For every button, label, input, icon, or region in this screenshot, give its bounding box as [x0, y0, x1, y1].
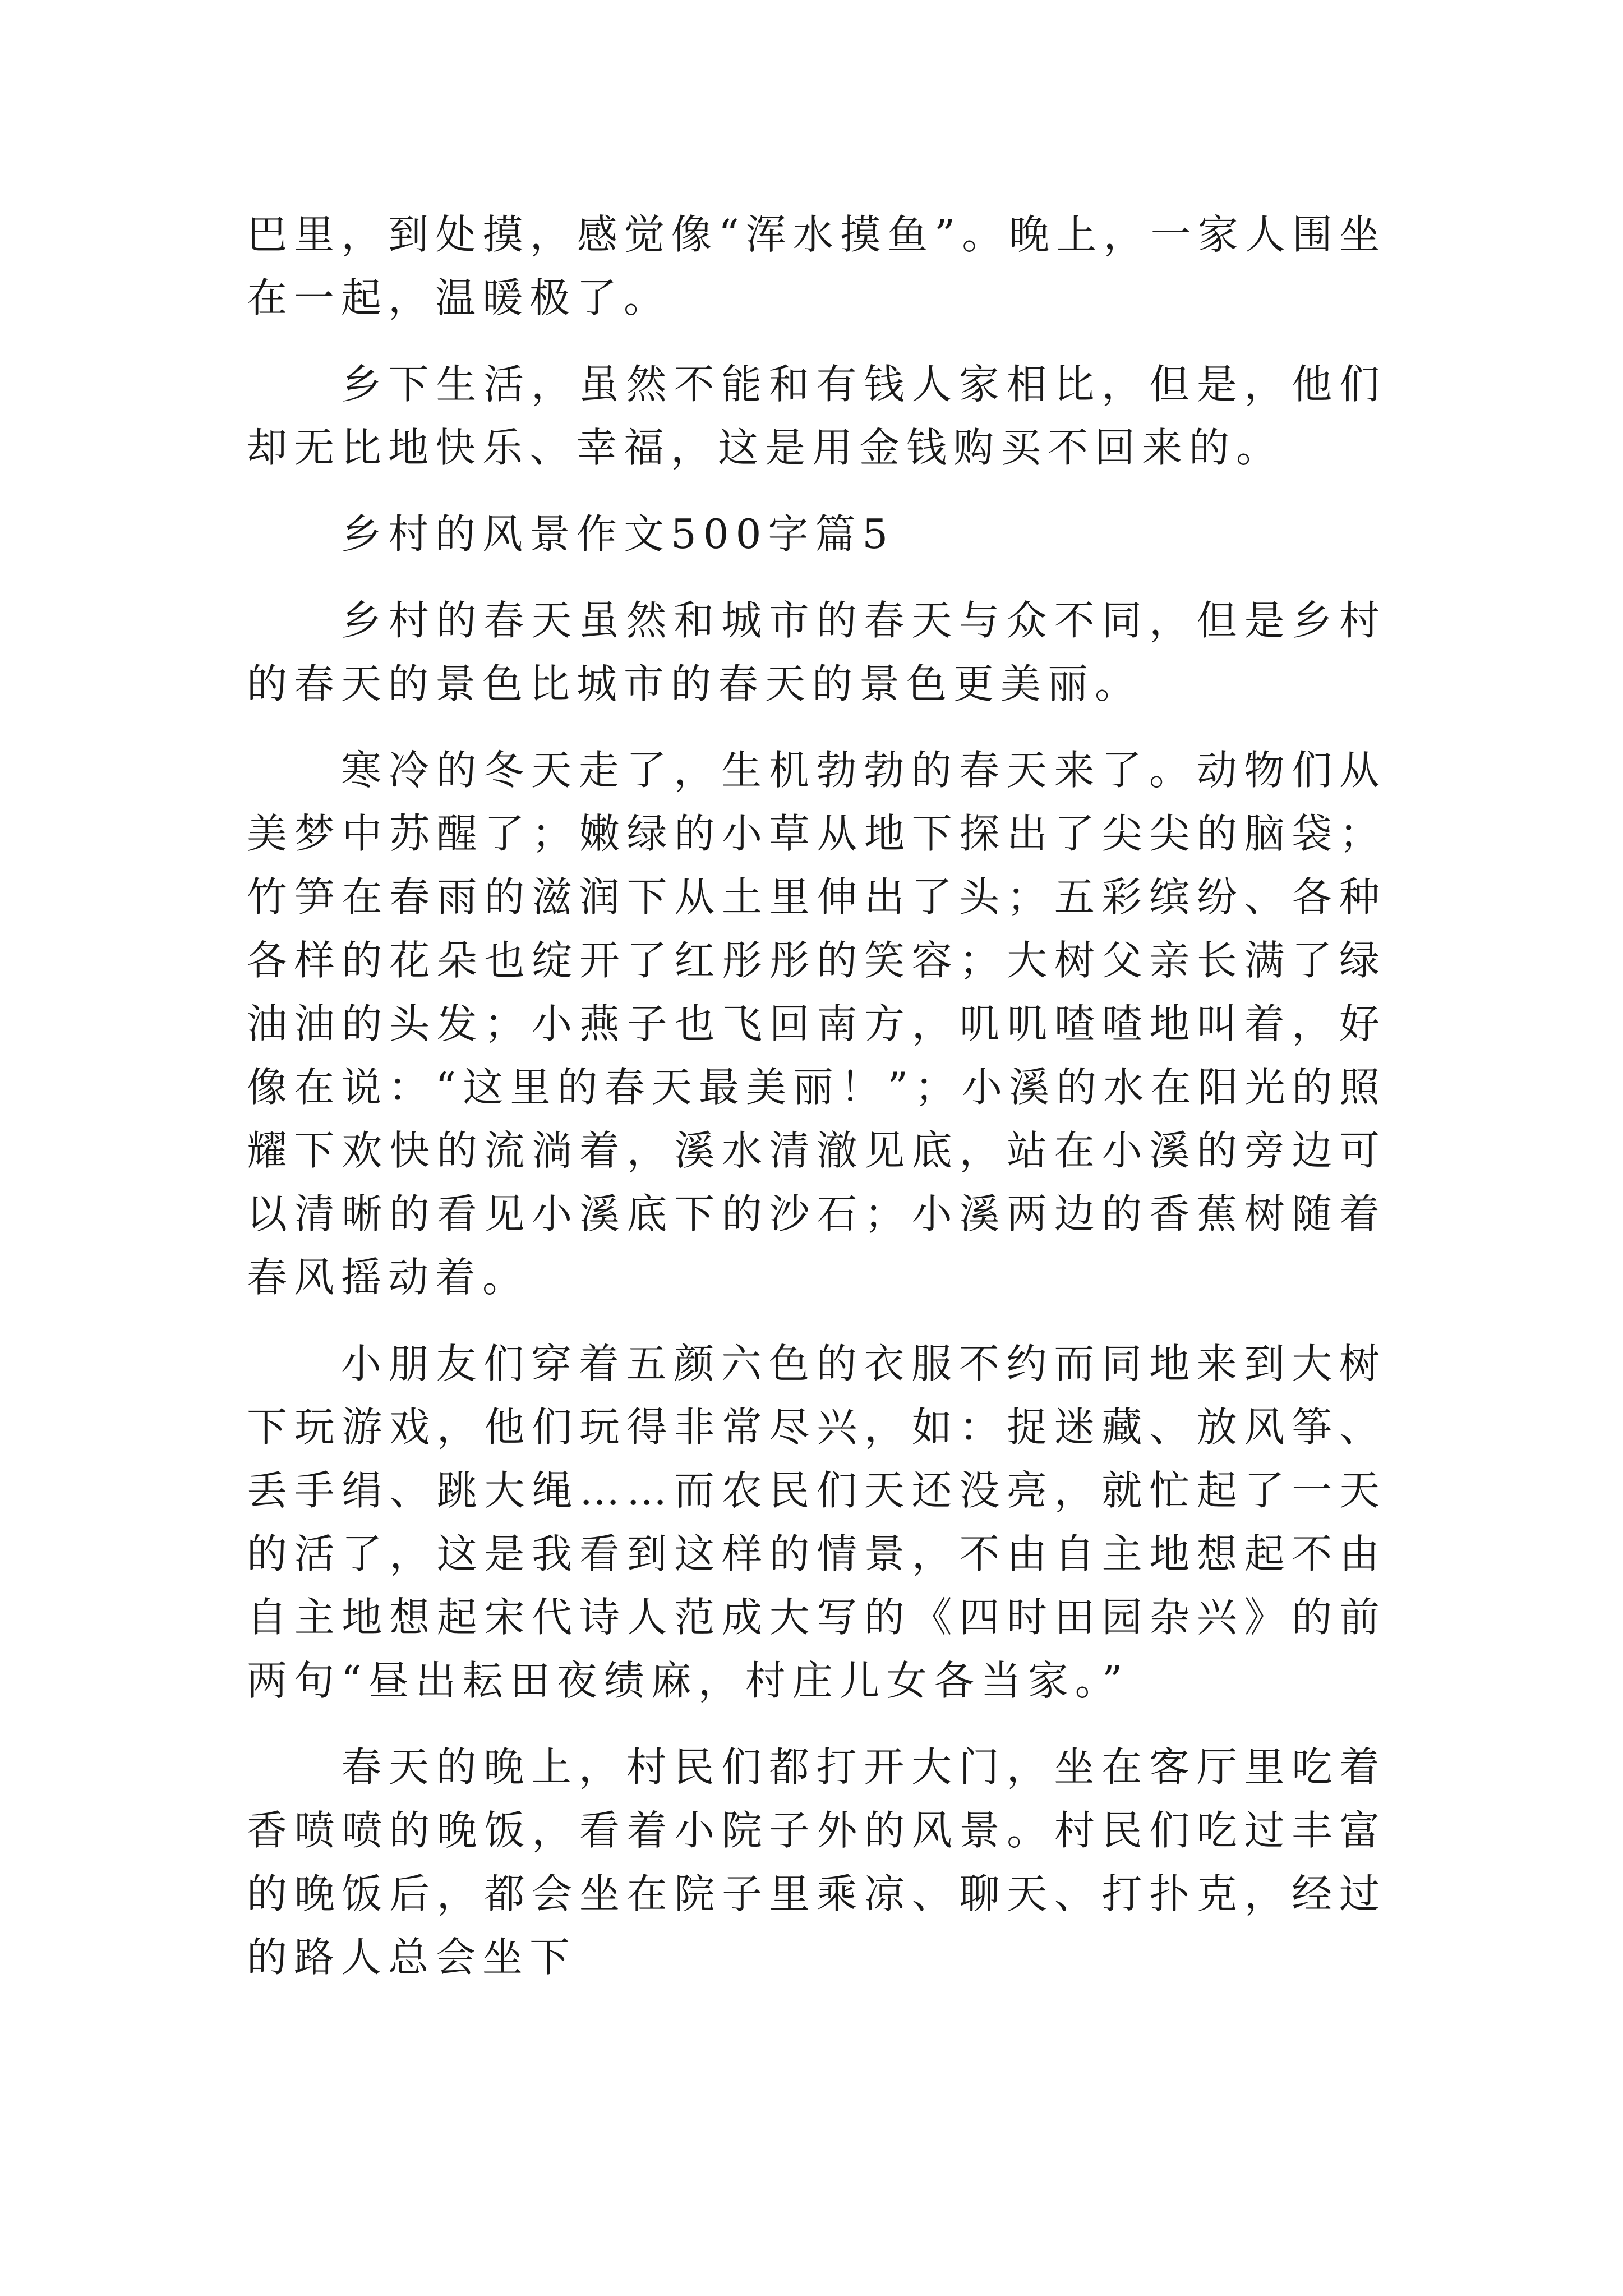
paragraph: 小朋友们穿着五颜六色的衣服不约而同地来到大树下玩游戏，他们玩得非常尽兴，如：捉迷藏、放风筝、丢手绢、跳大绳……而农民们天还没亮，就忙起了一天的活了，这是我看到这样的情景，不由自主地想起不由自主地想起宋代诗人范成大写的《四时田园杂兴》的前两句“昼出耘田夜绩麻，村庄儿女各当家。”	[247, 1340, 1386, 1704]
paragraph: 春天的晚上，村民们都打开大门，坐在客厅里吃着香喷喷的晚饭，看着小院子外的风景。村民们吃过丰富的晚饭后，都会坐在院子里乘凉、聊天、打扑克，经过的路人总会坐下	[247, 1743, 1386, 1981]
section-heading: 乡村的风景作文500字篇5	[341, 510, 895, 558]
paragraph: 乡下生活，虽然不能和有钱人家相比，但是，他们却无比地快乐、幸福，这是用金钱购买不回来的。	[247, 361, 1386, 471]
paragraph-continuation: 巴里，到处摸，感觉像“浑水摸鱼”。晚上，一家人围坐在一起，温暖极了。	[247, 211, 1386, 321]
document-body	[247, 203, 1386, 2012]
paragraph: 寒冷的冬天走了，生机勃勃的春天来了。动物们从美梦中苏醒了；嫩绿的小草从地下探出了尖尖的脑袋；竹笋在春雨的滋润下从土里伸出了头；五彩缤纷、各种各样的花朵也绽开了红彤彤的笑容；大树父亲长满了绿油油的头发；小燕子也飞回南方，叽叽喳喳地叫着，好像在说：“这里的春天最美丽！”；小溪的水在阳光的照耀下欢快的流淌着，溪水清澈见底，站在小溪的旁边可以清晰的看见小溪底下的沙石；小溪两边的香蕉树随着春风摇动着。	[247, 747, 1386, 1301]
paragraph: 乡村的春天虽然和城市的春天与众不同，但是乡村的春天的景色比城市的春天的景色更美丽。	[247, 597, 1386, 707]
